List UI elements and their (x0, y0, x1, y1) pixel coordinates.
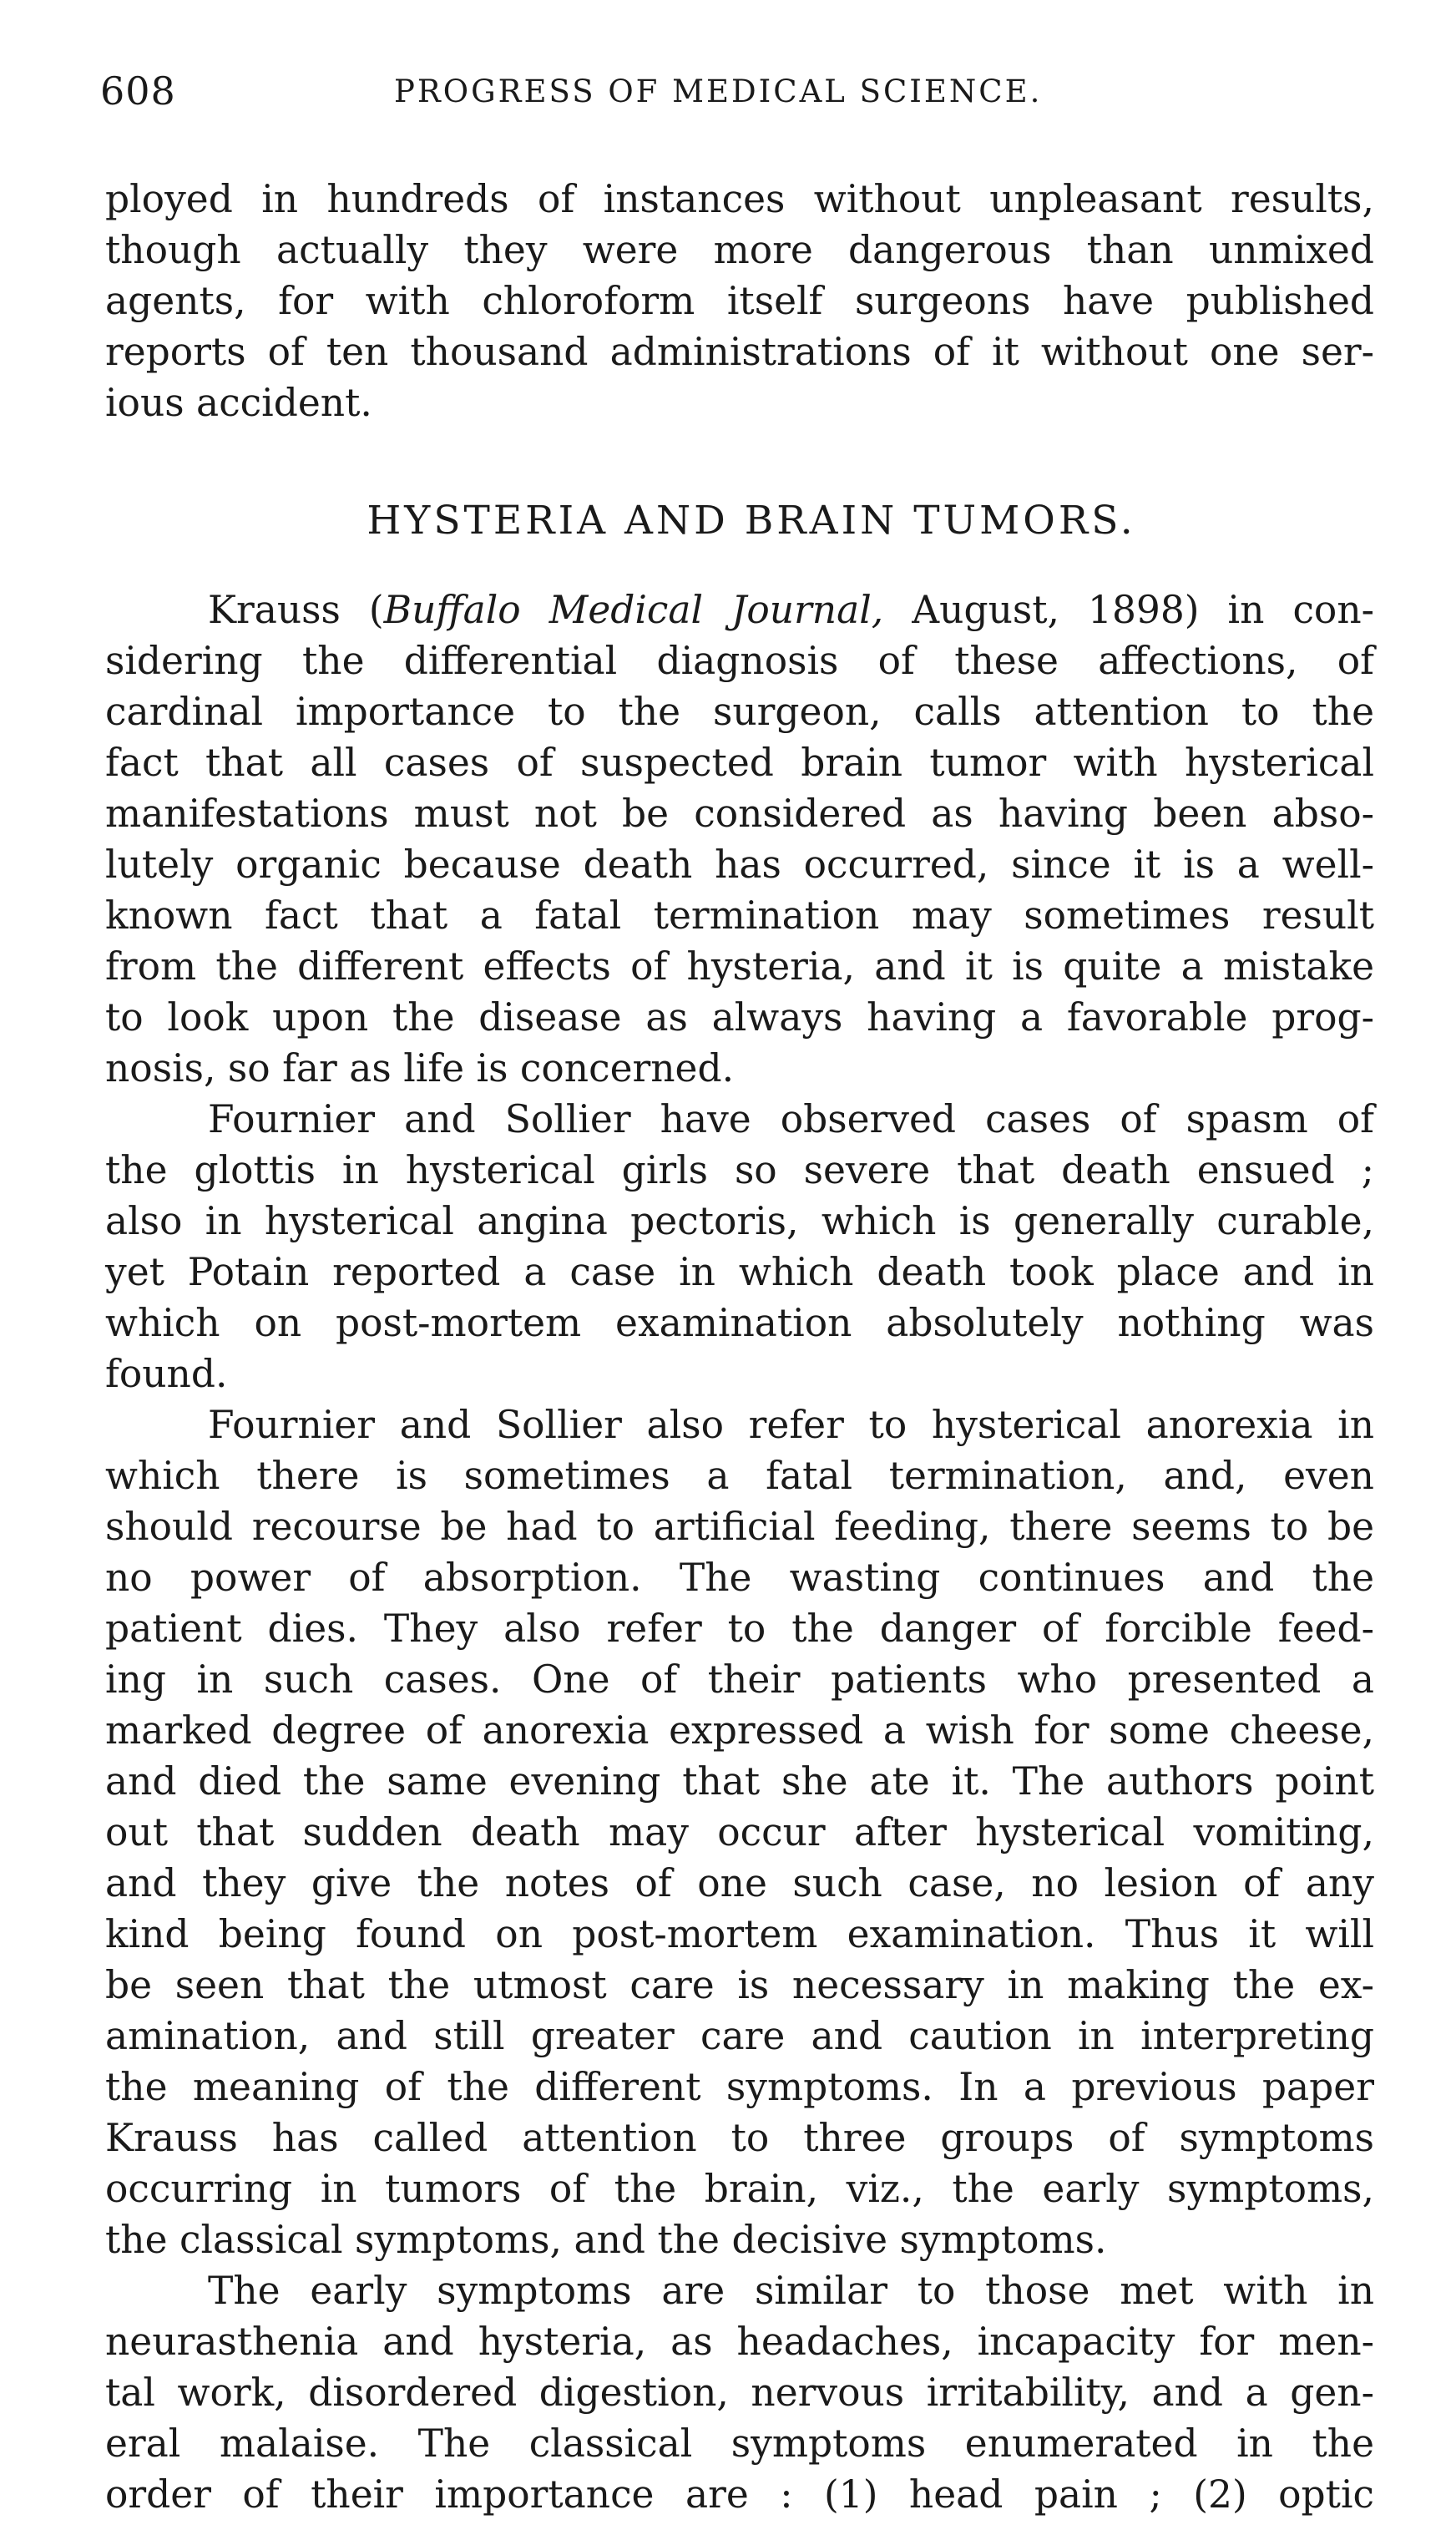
text-line: Fournier and Sollier have observed cases of spasm of (208, 1097, 1374, 1141)
text-line: which there is sometimes a fatal termination, and, even (105, 1454, 1374, 1498)
text-line: order of their importance are : (1) head pain ; (2) optic (105, 2472, 1374, 2517)
text-line: Fournier and Sollier also refer to hysterical anorexia in (208, 1403, 1374, 1447)
section-heading (0, 498, 1456, 544)
text-line: eral malaise. The classical symptoms enumerated in the (105, 2421, 1374, 2466)
running-title: PROGRESS OF MEDICAL SCIENCE. (394, 73, 1043, 109)
text-line: no power of absorption. The wasting continues and the (105, 1556, 1374, 1600)
journal-title: Buffalo Medical Journal, (383, 588, 884, 632)
text-line: occurring in tumors of the brain, viz., the early symptoms, (105, 2167, 1374, 2211)
text-line: and they give the notes of one such case, no lesion of any (105, 1861, 1374, 1905)
text-line: the glottis in hysterical girls so severe that death ensued ; (105, 1148, 1374, 1192)
text-line: from the different effects of hysteria, and it is quite a mistake (105, 944, 1374, 989)
text-line: which on post-mortem examination absolutely nothing was (105, 1301, 1374, 1345)
text-line: agents, for with chloroform itself surgeons have published (105, 279, 1374, 323)
text-line: Krauss has called attention to three groups of symptoms (105, 2116, 1374, 2160)
text-line: ing in such cases. One of their patients who presented a (105, 1657, 1374, 1702)
section-heading-text: HYSTERIA AND BRAIN TUMORS. (367, 498, 1136, 544)
text-line: though actually they were more dangerous than unmixed (105, 228, 1374, 272)
text-line: yet Potain reported a case in which death took place and in (105, 1250, 1374, 1294)
text-line: be seen that the utmost care is necessary in making the ex- (105, 1963, 1374, 2007)
text-line (105, 584, 1374, 635)
text-line: neurasthenia and hysteria, as headaches, incapacity for men- (105, 2320, 1374, 2364)
citation-date: August, 1898) in con- (883, 588, 1374, 632)
text-line: amination, and still greater care and caution in interpreting (105, 2014, 1374, 2058)
text-line: the meaning of the different symptoms. In a previous paper (105, 2065, 1374, 2109)
running-head (100, 68, 1369, 119)
text-line: nosis, so far as life is concerned. (105, 1046, 735, 1090)
text-line: sidering the differential diagnosis of these affections, of (105, 639, 1374, 683)
page-number: 608 (100, 68, 176, 114)
text-line: reports of ten thousand administrations of it without one ser- (105, 330, 1374, 374)
text-line: ious accident. (105, 381, 372, 425)
text-line: out that sudden death may occur after hysterical vomiting, (105, 1810, 1374, 1854)
text-line: should recourse be had to artificial feeding, there seems to be (105, 1505, 1374, 1549)
text-line: kind being found on post-mortem examination. Thus it will (105, 1912, 1374, 1956)
intro-paragraph (105, 174, 1374, 428)
text-line: The early symptoms are similar to those met with in (208, 2269, 1374, 2313)
text-line: manifestations must not be considered as having been abso- (105, 792, 1374, 836)
paragraph-1 (105, 584, 1374, 2520)
text-line: to look upon the disease as always having a favorable prog- (105, 995, 1374, 1040)
text-line: lutely organic because death has occurred, since it is a well- (105, 842, 1374, 887)
text-line: ployed in hundreds of instances without unpleasant results, (105, 177, 1374, 221)
text-line: cardinal importance to the surgeon, calls attention to the (105, 690, 1374, 734)
citation-lead: Krauss ( (208, 588, 384, 632)
text-line: and died the same evening that she ate it. The authors point (105, 1759, 1374, 1804)
text-line: marked degree of anorexia expressed a wish for some cheese, (105, 1708, 1374, 1753)
text-line: patient dies. They also refer to the danger of forcible feed- (105, 1606, 1374, 1651)
text-line: also in hysterical angina pectoris, which is generally curable, (105, 1199, 1374, 1243)
text-line: fact that all cases of suspected brain tumor with hysterical (105, 741, 1374, 785)
text-line: tal work, disordered digestion, nervous irritability, and a gen- (105, 2370, 1374, 2415)
text-line: known fact that a fatal termination may sometimes result (105, 893, 1374, 938)
text-line: found. (105, 1352, 228, 1396)
text-line: the classical symptoms, and the decisive symptoms. (105, 2218, 1107, 2262)
